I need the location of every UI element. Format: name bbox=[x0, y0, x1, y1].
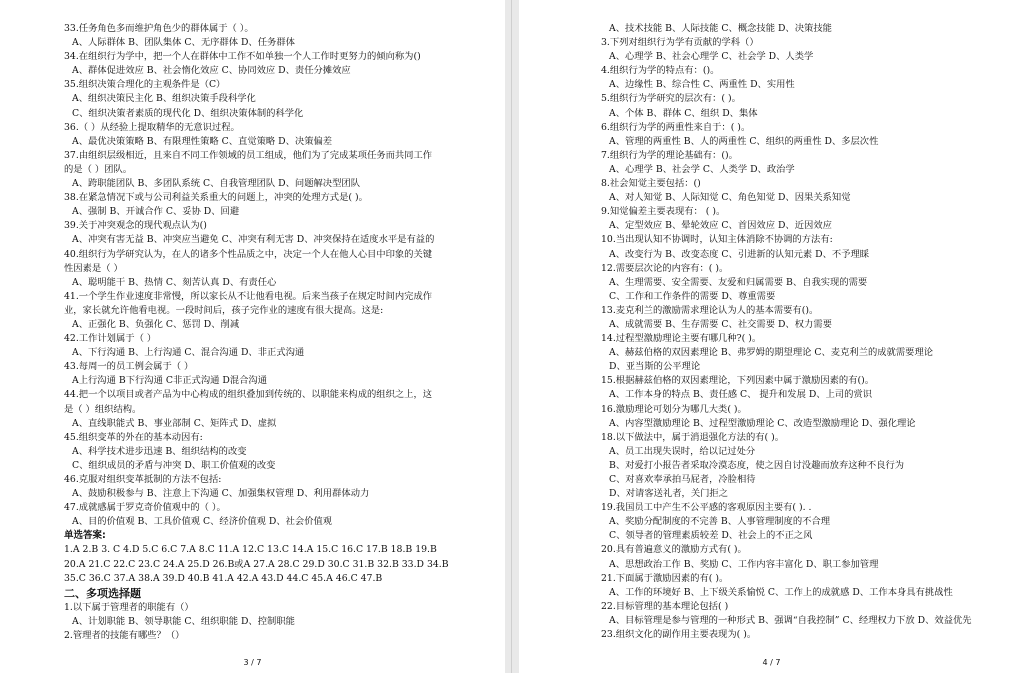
text-line: A、技术技能 B、人际技能 C、概念技能 D、决策技能 bbox=[609, 23, 832, 34]
text-line: 13.麦克利兰的激励需求理论认为人的基本需要有()。 bbox=[601, 304, 819, 316]
text-line: 3.下列对组织行为学有贡献的学科（） bbox=[601, 37, 759, 49]
text-line: A、对人知觉 B、人际知觉 C、角色知觉 D、因果关系知觉 bbox=[609, 192, 851, 204]
text-line: A、科学技术进步迅速 B、组织结构的改变 bbox=[72, 445, 247, 457]
text-line: 22.目标管理的基本理论包括( ) bbox=[601, 600, 729, 612]
text-line: A、心理学 B、社会学 C、人类学 D、政治学 bbox=[609, 163, 795, 175]
text-line: A、奖励分配制度的不完善 B、人事管理制度的不合理 bbox=[609, 516, 831, 528]
page-gutter bbox=[505, 0, 519, 673]
text-line: 47.成就感属于罗克奇价值观中的（ ）。 bbox=[64, 502, 226, 514]
text-line: A上行沟通 B下行沟通 C非正式沟通 D混合沟通 bbox=[72, 375, 268, 387]
text-line: A、生理需要、安全需要、友爱和归属需要 B、自我实现的需要 bbox=[609, 276, 868, 288]
text-line: 34.在组织行为学中，把一个人在群体中工作不如单独一个人工作时更努力的倾向称为() bbox=[64, 51, 421, 63]
text-line: A、冲突有害无益 B、冲突应当避免 C、冲突有利无害 D、冲突保持在适度水平是有益的 bbox=[72, 234, 435, 246]
text-line: 35.C 36.C 37.A 38.A 39.D 40.B 41.A 42.A 43.D 44.C 45.A 46.C 47.B bbox=[64, 572, 383, 584]
text-line: A、群体促进效应 B、社会惰化效应 C、协同效应 D、责任分摊效应 bbox=[72, 65, 351, 77]
text-line: C、对喜欢奉承拍马屁者，冷脸相待 bbox=[609, 474, 756, 485]
text-line: 18.以下做法中，属于消退强化方法的有( )。 bbox=[601, 431, 785, 443]
answer-key-title: 单选答案: bbox=[64, 530, 106, 542]
text-line: 7.组织行为学的理论基础有：()。 bbox=[601, 149, 738, 161]
text-line: 45.组织变革的外在的基本动因有: bbox=[64, 431, 203, 443]
text-line: 20.A 21.C 22.C 23.C 24.A 25.D 26.B或A 27.A 28.C 29.D 30.C 31.B 32.B 33.D 34.B bbox=[64, 558, 449, 570]
text-line: A、个体 B、群体 C、组织 D、集体 bbox=[609, 107, 758, 119]
section-heading: 二、多项选择题 bbox=[64, 586, 141, 600]
text-line: 12.需要层次论的内容有：( )。 bbox=[601, 262, 729, 274]
text-line: A、组织决策民主化 B、组织决策手段科学化 bbox=[72, 93, 256, 105]
text-line: C、组织成员的矛盾与冲突 D、职工价值观的改变 bbox=[72, 459, 276, 471]
text-line: A、工作的环境好 B、上下级关系愉悦 C、工作上的成就感 D、工作本身具有挑战性 bbox=[609, 586, 953, 598]
text-line: 性因素是（ ） bbox=[64, 262, 123, 274]
text-line: B、对爱打小报告者采取冷漠态度，使之因自讨没趣而放弃这种不良行为 bbox=[609, 459, 905, 471]
text-line: A、最优决策策略 B、有限理性策略 C、直觉策略 D、决策偏差 bbox=[72, 135, 333, 147]
text-line: 35.组织决策合理化的主观条件是（C） bbox=[64, 79, 226, 91]
text-line: 19.我国员工中产生不公平感的客观原因主要有( ). . bbox=[601, 502, 812, 514]
text-line: C、组织决策者素质的现代化 D、组织决策体制的科学化 bbox=[72, 107, 304, 119]
text-line: 37.由组织层级相近，且来自不同工作领域的员工组成，他们为了完成某项任务而共同工作 bbox=[64, 149, 433, 161]
text-line: A、管理的两重性 B、人的两重性 C、组织的两重性 D、多层次性 bbox=[609, 135, 879, 147]
text-line: A、心理学 B、社会心理学 C、社会学 D、人类学 bbox=[609, 51, 814, 63]
text-line: 4.组织行为学的特点有：()。 bbox=[601, 65, 720, 77]
text-line: 6.组织行为学的两重性来自于：( )。 bbox=[601, 121, 751, 133]
text-line: 46.克服对组织变革抵制的方法不包括: bbox=[64, 474, 222, 485]
text-line: A、定型效应 B、晕轮效应 C、首因效应 D、近因效应 bbox=[609, 220, 832, 232]
text-line: C、领导者的管理素质较差 D、社会上的不正之风 bbox=[609, 530, 813, 542]
text-line: 44.把一个以项目或者产品为中心构成的组织叠加到传统的、以职能来构成的组织之上，这 bbox=[64, 389, 433, 401]
text-line: A、内容型激励理论 B、过程型激励理论 C、改造型激励理论 D、强化理论 bbox=[609, 417, 916, 429]
text-line: A、成就需要 B、生存需要 C、社交需要 D、权力需要 bbox=[609, 318, 832, 330]
document-page-3 bbox=[0, 0, 505, 673]
text-line: D、亚当斯的公平理论 bbox=[609, 361, 701, 373]
document-page-4 bbox=[519, 0, 1024, 673]
page-3-text bbox=[64, 22, 484, 643]
text-line: A、目标管理是参与管理的一种形式 B、强调“自我控制” C、经理权力下放 D、效益优先 bbox=[609, 614, 972, 626]
text-line: A、强制 B、开诚合作 C、妥协 D、回避 bbox=[72, 206, 240, 218]
text-line: A、思想政治工作 B、奖励 C、工作内容丰富化 D、职工参加管理 bbox=[609, 558, 879, 570]
text-line: A、人际群体 B、团队集体 C、无序群体 D、任务群体 bbox=[72, 37, 295, 49]
text-line: 8.社会知觉主要包括：() bbox=[601, 178, 701, 190]
text-line: A、下行沟通 B、上行沟通 C、混合沟通 D、非正式沟通 bbox=[72, 347, 305, 359]
text-line: 21.下面属于激励因素的有( )。 bbox=[601, 572, 729, 584]
text-line: 41.一个学生作业速度非常慢，所以家长从不让他看电视。后来当孩子在规定时间内完成作 bbox=[64, 290, 433, 302]
text-line: A、聪明能干 B、热情 C、刻苦认真 D、有责任心 bbox=[72, 276, 277, 288]
text-line: 的是（ ）团队。 bbox=[64, 163, 133, 175]
text-line: 10.当出现认知不协调时，认知主体消除不协调的方法有: bbox=[601, 234, 833, 246]
text-line: A、员工出现失误时，给以记过处分 bbox=[609, 445, 756, 457]
text-line: 36.（ ）从经验上提取精华的无意识过程。 bbox=[64, 121, 240, 133]
text-line: 20.具有普遍意义的激励方式有( )。 bbox=[601, 544, 747, 556]
text-line: 2.管理者的技能有哪些？（） bbox=[64, 629, 185, 641]
page-number: 3 / 7 bbox=[243, 658, 262, 667]
text-line: 39.关于冲突观念的现代观点认为() bbox=[64, 220, 207, 232]
text-line: A、改变行为 B、改变态度 C、引进新的认知元素 D、不予理睬 bbox=[609, 248, 870, 260]
text-line: 42.工作计划属于（ ） bbox=[64, 333, 157, 345]
text-line: A、赫兹伯格的双因素理论 B、弗罗姆的期望理论 C、麦克利兰的成就需要理论 bbox=[609, 347, 934, 359]
text-line: A、跨职能团队 B、多团队系统 C、自我管理团队 D、问题解决型团队 bbox=[72, 178, 360, 190]
text-line: 5.组织行为学研究的层次有：( )。 bbox=[601, 93, 741, 105]
text-line: 33.任务角色多而维护角色少的群体属于（ ）。 bbox=[64, 23, 254, 34]
text-line: A、计划职能 B、领导职能 C、组织职能 D、控制职能 bbox=[72, 615, 295, 627]
page-number: 4 / 7 bbox=[762, 658, 781, 667]
text-line: A、正强化 B、负强化 C、惩罚 D、削减 bbox=[72, 318, 240, 330]
text-line: 38.在紧急情况下或与公司利益关系重大的问题上，冲突的处理方式是( )。 bbox=[64, 192, 368, 204]
text-line: 9.知觉偏差主要表现有： ( )。 bbox=[601, 206, 726, 218]
text-line: A、工作本身的特点 B、责任感 C、 提升和发展 D、上司的赏识 bbox=[609, 389, 873, 401]
text-line: C、工作和工作条件的需要 D、尊重需要 bbox=[609, 290, 776, 302]
text-line: 16.激励理论可划分为哪几大类( )。 bbox=[601, 403, 747, 415]
text-line: 1.以下属于管理者的职能有（） bbox=[64, 601, 194, 613]
text-line: 1.A 2.B 3. C 4.D 5.C 6.C 7.A 8.C 11.A 12.C 13.C 14.A 15.C 16.C 17.B 18.B 19.B bbox=[64, 544, 437, 556]
text-line: 15.根据赫兹伯格的双因素理论，下列因素中属于激励因素的有()。 bbox=[601, 375, 875, 387]
text-line: 40.组织行为学研究认为，在人的诸多个性品质之中，决定一个人在他人心目中印象的关键 bbox=[64, 248, 433, 260]
text-line: 23.组织文化的副作用主要表现为( )。 bbox=[601, 629, 757, 641]
text-line: 14.过程型激励理论主要有哪几种?( )。 bbox=[601, 333, 762, 345]
text-line: D、对请客送礼者，关门拒之 bbox=[609, 488, 729, 500]
text-line: A、目的价值观 B、工具价值观 C、经济价值观 D、社会价值观 bbox=[72, 516, 333, 528]
text-line: 业，家长就允许他看电视。一段时间后，孩子完作业的速度有很大提高。这是: bbox=[64, 304, 384, 316]
page-4-text bbox=[601, 22, 1021, 642]
text-line: 是（ ）组织结构。 bbox=[64, 403, 142, 415]
text-line: A、鼓励积极参与 B、注意上下沟通 C、加强集权管理 D、利用群体动力 bbox=[72, 488, 370, 500]
text-line: A、直线职能式 B、事业部制 C、矩阵式 D、虚拟 bbox=[72, 417, 277, 429]
text-line: 43.每周一的员工例会属于（ ） bbox=[64, 361, 194, 373]
text-line: A、边缘性 B、综合性 C、两重性 D、实用性 bbox=[609, 79, 795, 91]
